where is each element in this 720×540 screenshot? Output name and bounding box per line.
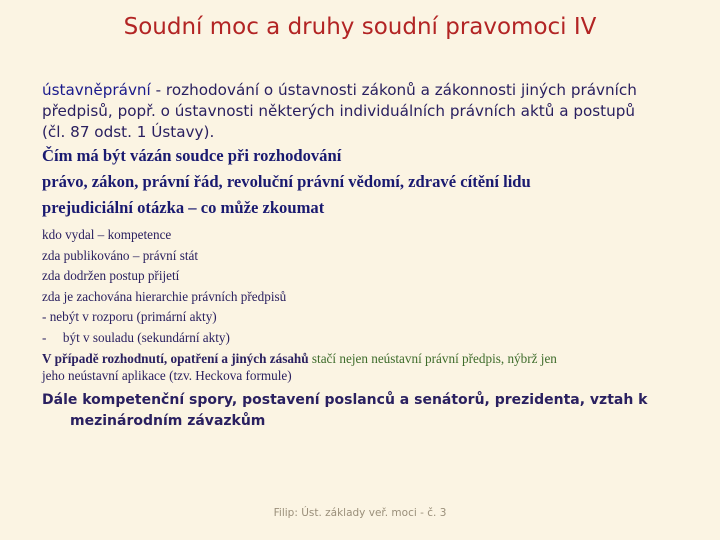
check-item-6: - být v souladu (sekundární akty) [42, 329, 230, 345]
check-item-1: kdo vydal – kompetence [42, 227, 172, 242]
last-line-2: mezinárodním závazkům [70, 413, 266, 429]
intro-line-2: předpisů, popř. o ústavnosti některých individuálních právních aktů a postupů [42, 102, 636, 120]
decision-paragraph [42, 350, 692, 384]
decision-part-2: stačí nejen neústavní právní předpis, nýbrž jen [308, 351, 557, 366]
slide-title: Soudní moc a druhy soudní pravomoci IV [123, 14, 597, 40]
intro-line-1: - rozhodování o ústavnosti zákonů a zákonnosti jiných právních [150, 81, 637, 99]
check-item-4: zda je zachována hierarchie právních předpisů [42, 288, 287, 304]
decision-part-1: V případě rozhodnutí, opatření a jiných zásahů [42, 351, 309, 366]
intro-paragraph [42, 80, 692, 143]
bold-line-3: prejudiciální otázka – co může zkoumat [42, 198, 325, 217]
bold-line-2: právo, zákon, právní řád, revoluční právní vědomí, zdravé cítění lidu [42, 172, 531, 191]
slide-content [42, 80, 692, 432]
decision-part-3: jeho neústavní aplikace (tzv. Heckova formule) [42, 368, 292, 383]
intro-lead: ústavněprávní [42, 81, 151, 99]
check-item-2: zda publikováno – právní stát [42, 247, 199, 263]
last-paragraph [42, 390, 692, 432]
last-line-1: Dále kompetenční spory, postavení poslanců a senátorů, prezidenta, vztah k [42, 392, 648, 408]
bold-line-1: Čím má být vázán soudce při rozhodování [42, 146, 342, 165]
intro-line-3: (čl. 87 odst. 1 Ústavy). [42, 123, 215, 141]
check-item-3: zda dodržen postup přijetí [42, 268, 180, 283]
check-item-5: - nebýt v rozporu (primární akty) [42, 309, 217, 324]
slide-footer: Filip: Úst. základy veř. moci - č. 3 [273, 507, 447, 519]
